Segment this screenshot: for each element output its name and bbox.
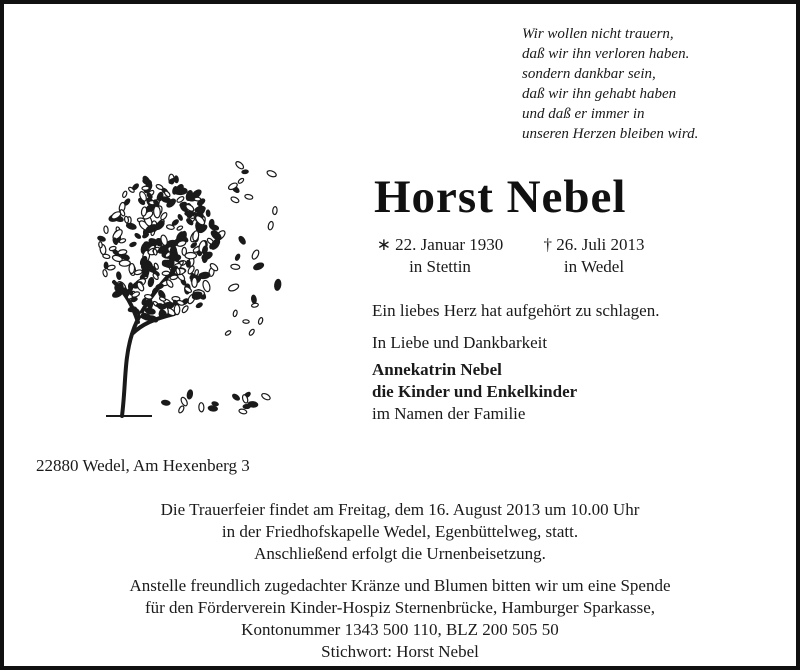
donation-line: für den Förderverein Kinder-Hospiz Sternenbrücke, Hamburger Sparkasse, bbox=[144, 598, 656, 617]
birth-info bbox=[372, 234, 508, 278]
donation-line: Anstelle freundlich zugedachter Kränze und Blumen bitten wir um eine Spende bbox=[129, 576, 671, 595]
deceased-name: Horst Nebel bbox=[374, 171, 627, 223]
ceremony-line: in der Friedhofskapelle Wedel, Egenbüttelweg, statt. bbox=[221, 522, 579, 541]
donation-line: Kontonummer 1343 500 110, BLZ 200 505 50 bbox=[241, 620, 559, 639]
ceremony-line: Anschließend erfolgt die Urnenbeisetzung. bbox=[254, 544, 546, 563]
in-love-line: In Liebe und Dankbarkeit bbox=[372, 333, 548, 352]
poem-line: Wir wollen nicht trauern, bbox=[522, 26, 674, 42]
mourner-names bbox=[372, 359, 577, 403]
donation-line: Stichwort: Horst Nebel bbox=[321, 642, 479, 661]
poem-line: und daß er immer in bbox=[522, 106, 645, 122]
death-date: † 26. Juli 2013 bbox=[543, 235, 645, 254]
family-line: im Namen der Familie bbox=[372, 404, 526, 423]
birth-place: in Stettin bbox=[409, 257, 471, 276]
tagline: Ein liebes Herz hat aufgehört zu schlagen. bbox=[372, 301, 660, 320]
poem-line: unseren Herzen bleiben wird. bbox=[522, 126, 699, 142]
ceremony-notice bbox=[4, 499, 796, 565]
poem-line: daß wir ihn gehabt haben bbox=[522, 86, 677, 102]
death-place: in Wedel bbox=[563, 257, 625, 276]
death-info bbox=[538, 234, 650, 278]
address: 22880 Wedel, Am Hexenberg 3 bbox=[36, 456, 250, 475]
ceremony-line: Die Trauerfeier findet am Freitag, dem 16. August 2013 um 10.00 Uhr bbox=[160, 500, 640, 519]
birth-date: ∗ 22. Januar 1930 bbox=[376, 235, 504, 254]
poem-line: daß wir ihn verloren haben. bbox=[522, 46, 690, 62]
donation-notice bbox=[4, 575, 796, 663]
wind-blown-tree-icon bbox=[92, 154, 292, 424]
memorial-poem bbox=[522, 24, 698, 144]
mourner-line: Annekatrin Nebel bbox=[372, 360, 502, 379]
poem-line: sondern dankbar sein, bbox=[522, 66, 656, 82]
mourner-line: die Kinder und Enkelkinder bbox=[372, 382, 578, 401]
